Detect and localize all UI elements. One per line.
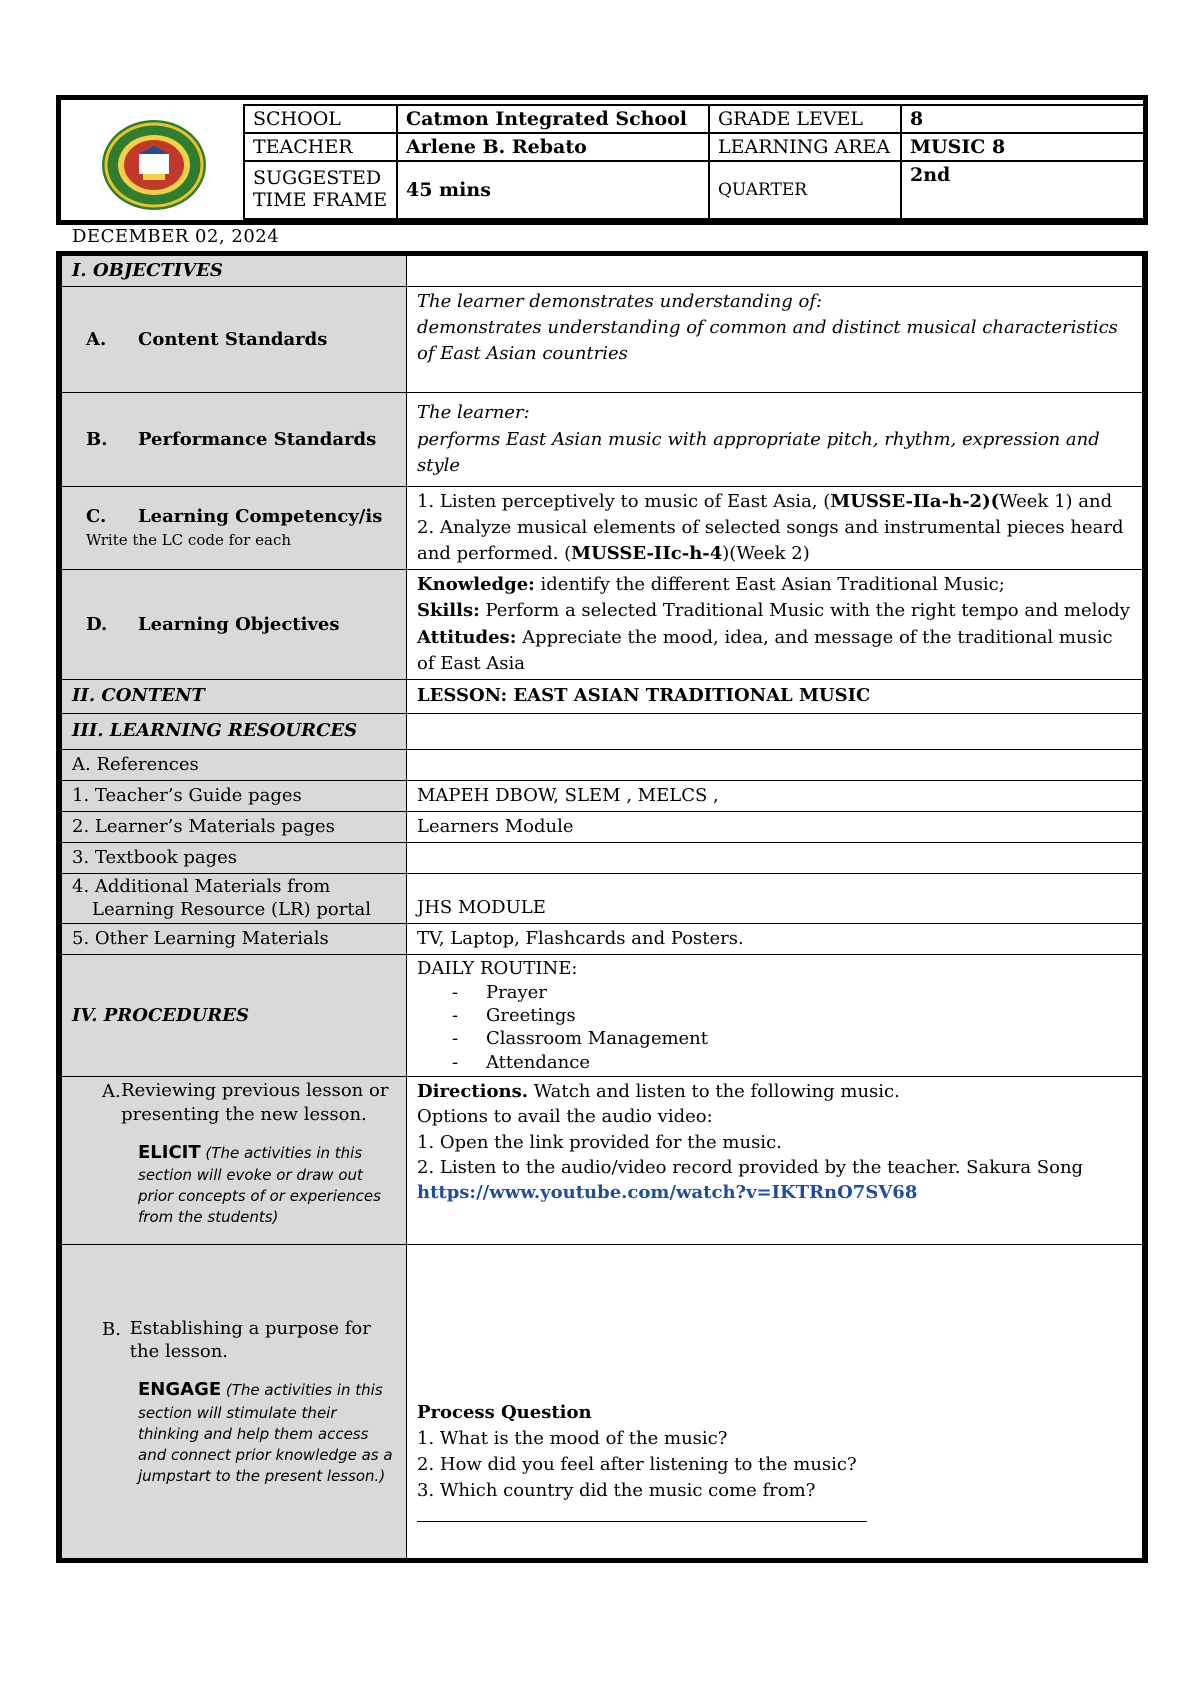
teachers-guide-value: MAPEH DBOW, SLEM , MELCS , bbox=[407, 780, 1143, 811]
list-item: - Prayer bbox=[452, 981, 1132, 1004]
answer-line bbox=[417, 1511, 867, 1522]
additional-materials-value: JHS MODULE bbox=[407, 874, 1143, 924]
content-standards-text: The learner demonstrates understanding of: demonstrates understanding of common and distinct musical characteristics of East Asian countries bbox=[407, 287, 1143, 393]
lesson-title: LESSON: EAST ASIAN TRADITIONAL MUSIC bbox=[407, 679, 1143, 713]
header-info-table bbox=[243, 104, 1146, 220]
list-item: - Attendance bbox=[452, 1051, 1132, 1074]
learners-materials-value: Learners Module bbox=[407, 811, 1143, 842]
procedures-heading: IV. PROCEDURES bbox=[62, 955, 407, 1077]
content-standards-label: A. Content Standards bbox=[62, 287, 407, 393]
daily-routine: DAILY ROUTINE: - Prayer - Greetings - Classroom Management - Attendance bbox=[407, 955, 1143, 1077]
other-materials-value: TV, Laptop, Flashcards and Posters. bbox=[407, 924, 1143, 955]
quarter-label: QUARTER bbox=[709, 161, 901, 219]
engage-note: ENGAGE (The activities in this section will stimulate their thinking and help them access and connect prior knowledge as a jumpstart to the present lesson.) bbox=[138, 1379, 393, 1485]
textbook-label: 3. Textbook pages bbox=[62, 843, 407, 874]
objectives-heading: I. OBJECTIVES bbox=[62, 256, 407, 287]
list-item: - Classroom Management bbox=[452, 1027, 1132, 1050]
school-seal-logo bbox=[99, 118, 209, 213]
resources-heading: III. LEARNING RESOURCES bbox=[62, 713, 407, 749]
procedure-a-label: A. Reviewing previous lesson or presenting the new lesson. ELICIT (The activities in this section will evoke or draw out prior concepts of or experiences from the students) bbox=[62, 1077, 407, 1245]
competency-text: 1. Listen perceptively to music of East Asia, (MUSSE-IIa-h-2)(Week 1) and 2. Analyze musical elements of selected songs and instrumental pieces heard and performed. (MUSSE-IIc-h-4)(Week 2) bbox=[407, 487, 1143, 570]
list-item: - Greetings bbox=[452, 1004, 1132, 1027]
school-label: SCHOOL bbox=[244, 105, 397, 133]
grade-label: GRADE LEVEL bbox=[709, 105, 901, 133]
school-header bbox=[56, 95, 1148, 225]
quarter-value: 2nd bbox=[901, 161, 1145, 219]
youtube-link[interactable]: https://www.youtube.com/watch?v=IKTRnO7SV68 bbox=[417, 1181, 918, 1203]
area-value: MUSIC 8 bbox=[901, 133, 1145, 161]
procedure-a-content: Directions. Watch and listen to the following music. Options to avail the audio video: 1. Open the link provided for the music. 2. Listen to the audio/video record provided by the teacher. Sakura Song https://www.youtube.com/watch?v=IKTRnO7SV68 bbox=[407, 1077, 1143, 1245]
procedure-b-content: Process Question 1. What is the mood of the music? 2. How did you feel after listening to the music? 3. Which country did the music come from? bbox=[407, 1245, 1143, 1559]
procedure-b-label: B. Establishing a purpose for the lesson. ENGAGE (The activities in this section will stimulate their thinking and help them access and connect prior knowledge as a jumpstart to the present lesson.) bbox=[62, 1245, 407, 1559]
content-heading: II. CONTENT bbox=[62, 679, 407, 713]
school-value: Catmon Integrated School bbox=[397, 105, 709, 133]
teacher-value: Arlene B. Rebato bbox=[397, 133, 709, 161]
elicit-note: ELICIT (The activities in this section will evoke or draw out prior concepts of or experiences from the students) bbox=[138, 1141, 381, 1227]
lesson-date: DECEMBER 02, 2024 bbox=[72, 226, 280, 247]
learning-objectives-label: D. Learning Objectives bbox=[62, 570, 407, 679]
lesson-plan bbox=[56, 251, 1148, 1563]
other-materials-label: 5. Other Learning Materials bbox=[62, 924, 407, 955]
learning-objectives-text: Knowledge: identify the different East Asian Traditional Music; Skills: Perform a selected Traditional Music with the right tempo and melody Attitudes: Appreciate the mood, idea, and message of the traditional music of East Asia bbox=[407, 570, 1143, 679]
performance-standards-label: B. Performance Standards bbox=[62, 393, 407, 487]
competency-label: C. Learning Competency/is Write the LC code for each bbox=[62, 487, 407, 570]
time-frame-label: SUGGESTED TIME FRAME bbox=[244, 161, 397, 219]
lesson-plan-table bbox=[61, 255, 1143, 1559]
performance-standards-text: The learner: performs East Asian music with appropriate pitch, rhythm, expression and style bbox=[407, 393, 1143, 487]
routine-list bbox=[417, 981, 1132, 1075]
teacher-label: TEACHER bbox=[244, 133, 397, 161]
time-frame-value: 45 mins bbox=[397, 161, 709, 219]
learners-materials-label: 2. Learner’s Materials pages bbox=[62, 811, 407, 842]
additional-materials-label: 4. Additional Materials from Learning Resource (LR) portal bbox=[62, 874, 407, 924]
grade-value: 8 bbox=[901, 105, 1145, 133]
references-label: A. References bbox=[62, 749, 407, 780]
area-label: LEARNING AREA bbox=[709, 133, 901, 161]
teachers-guide-label: 1. Teacher’s Guide pages bbox=[62, 780, 407, 811]
